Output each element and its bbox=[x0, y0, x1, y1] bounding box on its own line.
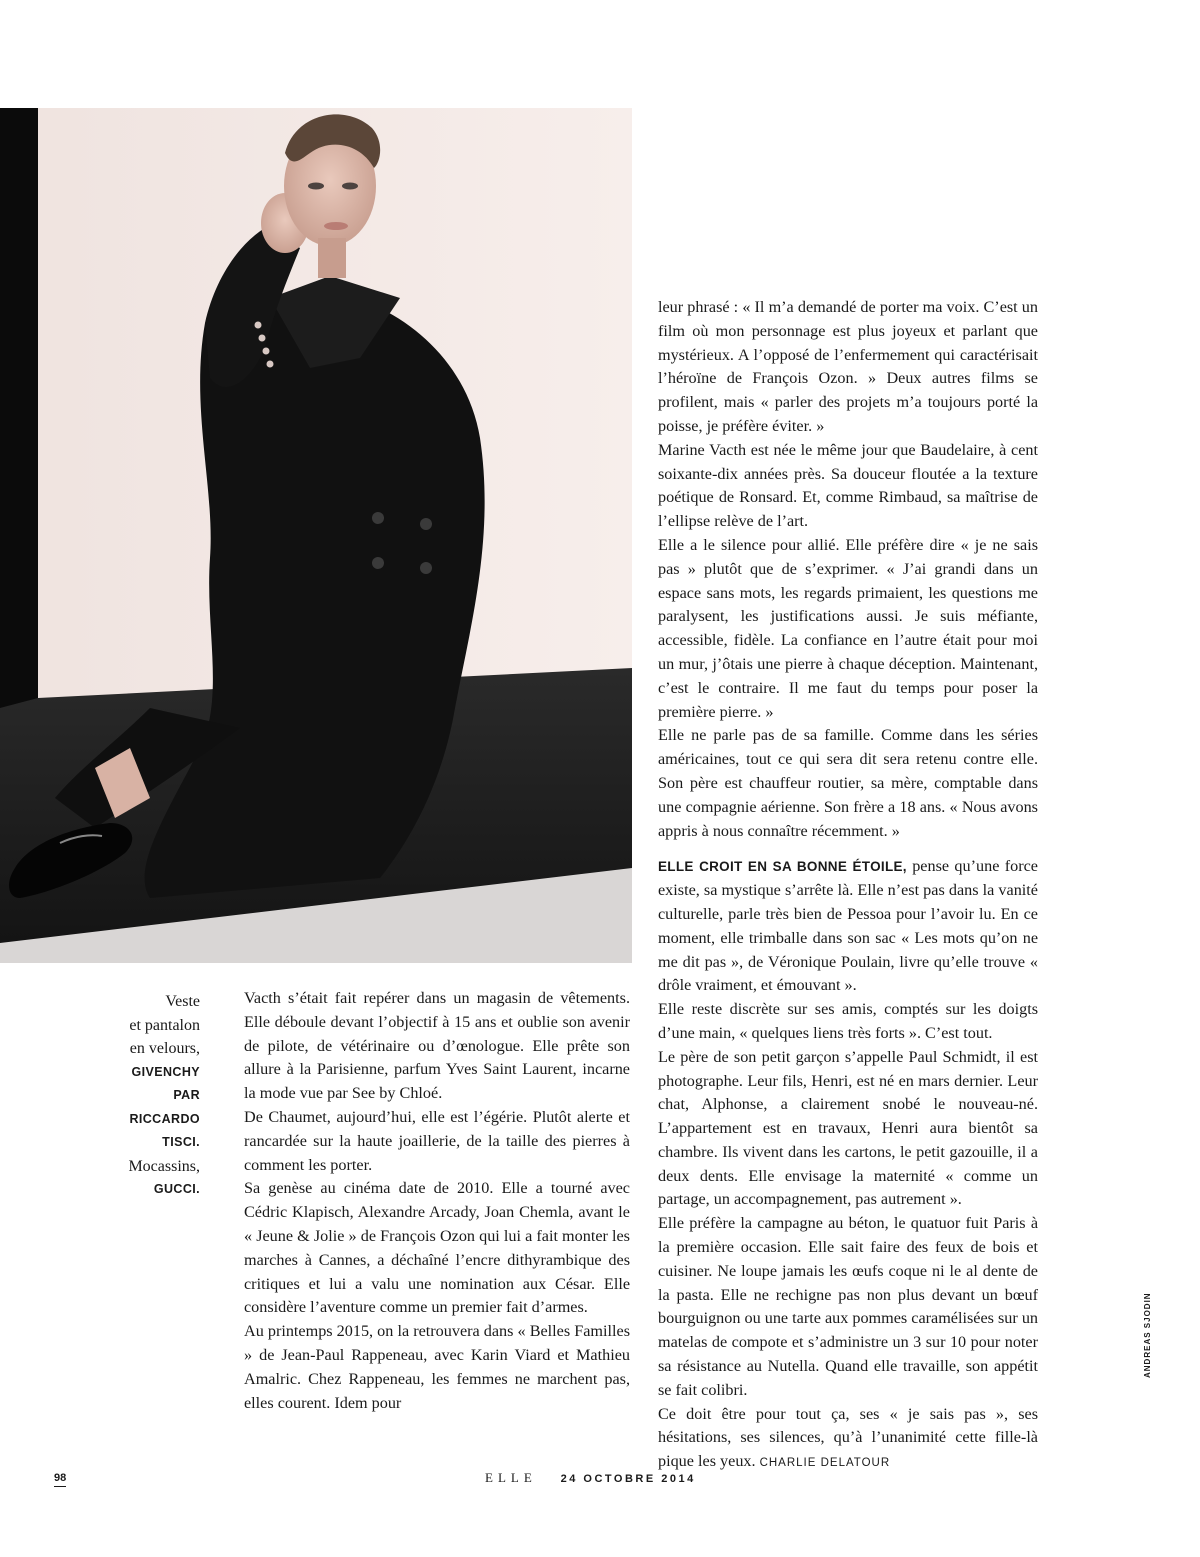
caption-line: Mocassins, bbox=[128, 1157, 200, 1175]
caption-brand: TISCI. bbox=[162, 1135, 200, 1149]
article-column-middle bbox=[244, 987, 630, 1415]
article-paragraph: Le père de son petit garçon s’appelle Paul Schmidt, il est photographe. Leur fils, Henri, est né en mars dernier. Leur chat, Alphonse, a clairement snobé le nouveau-né. L’appartement est en travaux, Henri aura bientôt sa chambre. Ils vivent dans les cartons, le petit gazouille, il a deux dents. Elle envisage la maternité « comme un partage, un accompagnement, pas autrement ». bbox=[658, 1047, 1038, 1209]
caption-line: Veste bbox=[165, 993, 200, 1010]
article-paragraph: Elle reste discrète sur ses amis, comptés sur les doigts d’une main, « quelques liens très forts ». C’est tout. bbox=[658, 1000, 1038, 1042]
caption-brand: GUCCI. bbox=[153, 1182, 200, 1196]
magazine-name: ELLE bbox=[485, 1470, 537, 1485]
article-paragraph: Sa genèse au cinéma date de 2010. Elle a tourné avec Cédric Klapisch, Alexandre Arcady, Joan Chemla, avant le « Jeune & Jolie » de François Ozon qui lui a fait monter les marches à Cannes, a déchaîné l’encre dithyrambique des critiques et lui a valu une nomination aux César. Elle considère l’aventure comme un premier fait d’armes. bbox=[244, 1179, 630, 1317]
section-text: pense qu’une force existe, sa mystique s’arrête là. Elle n’est pas dans la vanité culturelle, parle très bien de Pessoa pour l’avoir lu. En ce moment, elle trimballe dans son sac « Les mots qu’on ne me dit pas », de Véronique Poulain, livre qu’elle trouve « drôle vraiment, et émouvant ». bbox=[658, 857, 1038, 995]
caption-brand: PAR RICCARDO bbox=[129, 1088, 200, 1126]
article-paragraph: De Chaumet, aujourd’hui, elle est l’égérie. Plutôt alerte et rancardée sur la haute joaillerie, de la taille des pierres à comment les porter. bbox=[244, 1107, 630, 1174]
page-number: 98 bbox=[54, 1472, 66, 1487]
article-paragraph: Marine Vacth est née le même jour que Baudelaire, à cent soixante-dix années près. Sa douceur floutée a la texture poétique de Ronsard. Et, comme Rimbaud, sa maîtrise de l’ellipse relève de l’art. bbox=[658, 440, 1038, 531]
issue-date: 24 OCTOBRE 2014 bbox=[560, 1473, 696, 1485]
article-paragraph-section bbox=[658, 855, 1038, 998]
portrait-photo bbox=[0, 108, 632, 963]
caption-line: en velours, bbox=[129, 1040, 200, 1057]
article-paragraph-final bbox=[658, 1403, 1038, 1476]
photo-caption bbox=[100, 990, 200, 1202]
final-text: Ce doit être pour tout ça, ses « je sais pas », ses hésitations, ses silences, qu’à l’unanimité cette fille-là pique les yeux. bbox=[658, 1404, 1038, 1471]
article-paragraph: leur phrasé : « Il m’a demandé de porter ma voix. C’est un film où mon personnage est plus joyeux et parlant que mystérieux. A l’opposé de l’enfermement qui caractérisait l’héroïne de François Ozon. » Deux autres films se profilent, mais « parler des projets m’a toujours porté la poisse, je préfère éviter. » bbox=[658, 298, 1038, 435]
caption-line: et pantalon bbox=[129, 1016, 200, 1034]
article-paragraph: Vacth s’était fait repérer dans un magasin de vêtements. Elle déboule devant l’objectif à 15 ans et oublie son avenir de pilote, de vétérinaire ou d’œnologue. Elle prête son allure à la Parisienne, parfum Yves Saint Laurent, incarne la mode vue par See by Chloé. bbox=[244, 989, 630, 1103]
page-footer bbox=[485, 1470, 696, 1486]
article-paragraph: Au printemps 2015, on la retrouvera dans « Belles Familles » de Jean-Paul Rappeneau, avec Karin Viard et Mathieu Amalric. Chez Rappeneau, les femmes ne marchent pas, elles courent. Idem pour bbox=[244, 1322, 630, 1412]
article-paragraph: Elle a le silence pour allié. Elle préfère dire « je ne sais pas » plutôt que de s’exprimer. « J’ai grandi dans un espace sans mots, les regards primaient, les questions me paralysent, les justifications aussi. Je suis méfiante, accessible, fidèle. La confiance en l’autre était pour moi un mur, j’ôtais une pierre à chaque déception. Maintenant, c’est le contraire. Il me faut du temps pour poser la première pierre. » bbox=[658, 535, 1038, 721]
article-column-right bbox=[658, 296, 1038, 1476]
caption-brand: GIVENCHY bbox=[131, 1064, 200, 1079]
portrait-illustration bbox=[0, 108, 632, 963]
author-signature: CHARLIE DELATOUR bbox=[759, 1457, 891, 1470]
article-paragraph: Elle ne parle pas de sa famille. Comme dans les séries américaines, tout ce qui sera dit sera retenu contre elle. Son père est chauffeur routier, sa mère, comptable dans une compagnie aérienne. Son frère a 18 ans. « Nous avons appris à nous connaître récemment. » bbox=[658, 726, 1038, 840]
article-paragraph: Elle préfère la campagne au béton, le quatuor fuit Paris à la première occasion. Elle sait faire des feux de bois et cuisiner. Ne loupe jamais les œufs coque ni le al dente de la pasta. Elle ne rechigne pas non plus devant un bœuf bourguignon ou une tarte aux pommes caramélisées sur un matelas de compote et s’administre un 3 sur 10 pour noter sa résistance au Nutella. Quand elle travaille, son appétit se fait colibri. bbox=[658, 1214, 1039, 1399]
section-lead-in: ELLE CROIT EN SA BONNE ÉTOILE, bbox=[658, 859, 907, 875]
photo-credit: ANDREAS SJODIN bbox=[1143, 1292, 1152, 1378]
